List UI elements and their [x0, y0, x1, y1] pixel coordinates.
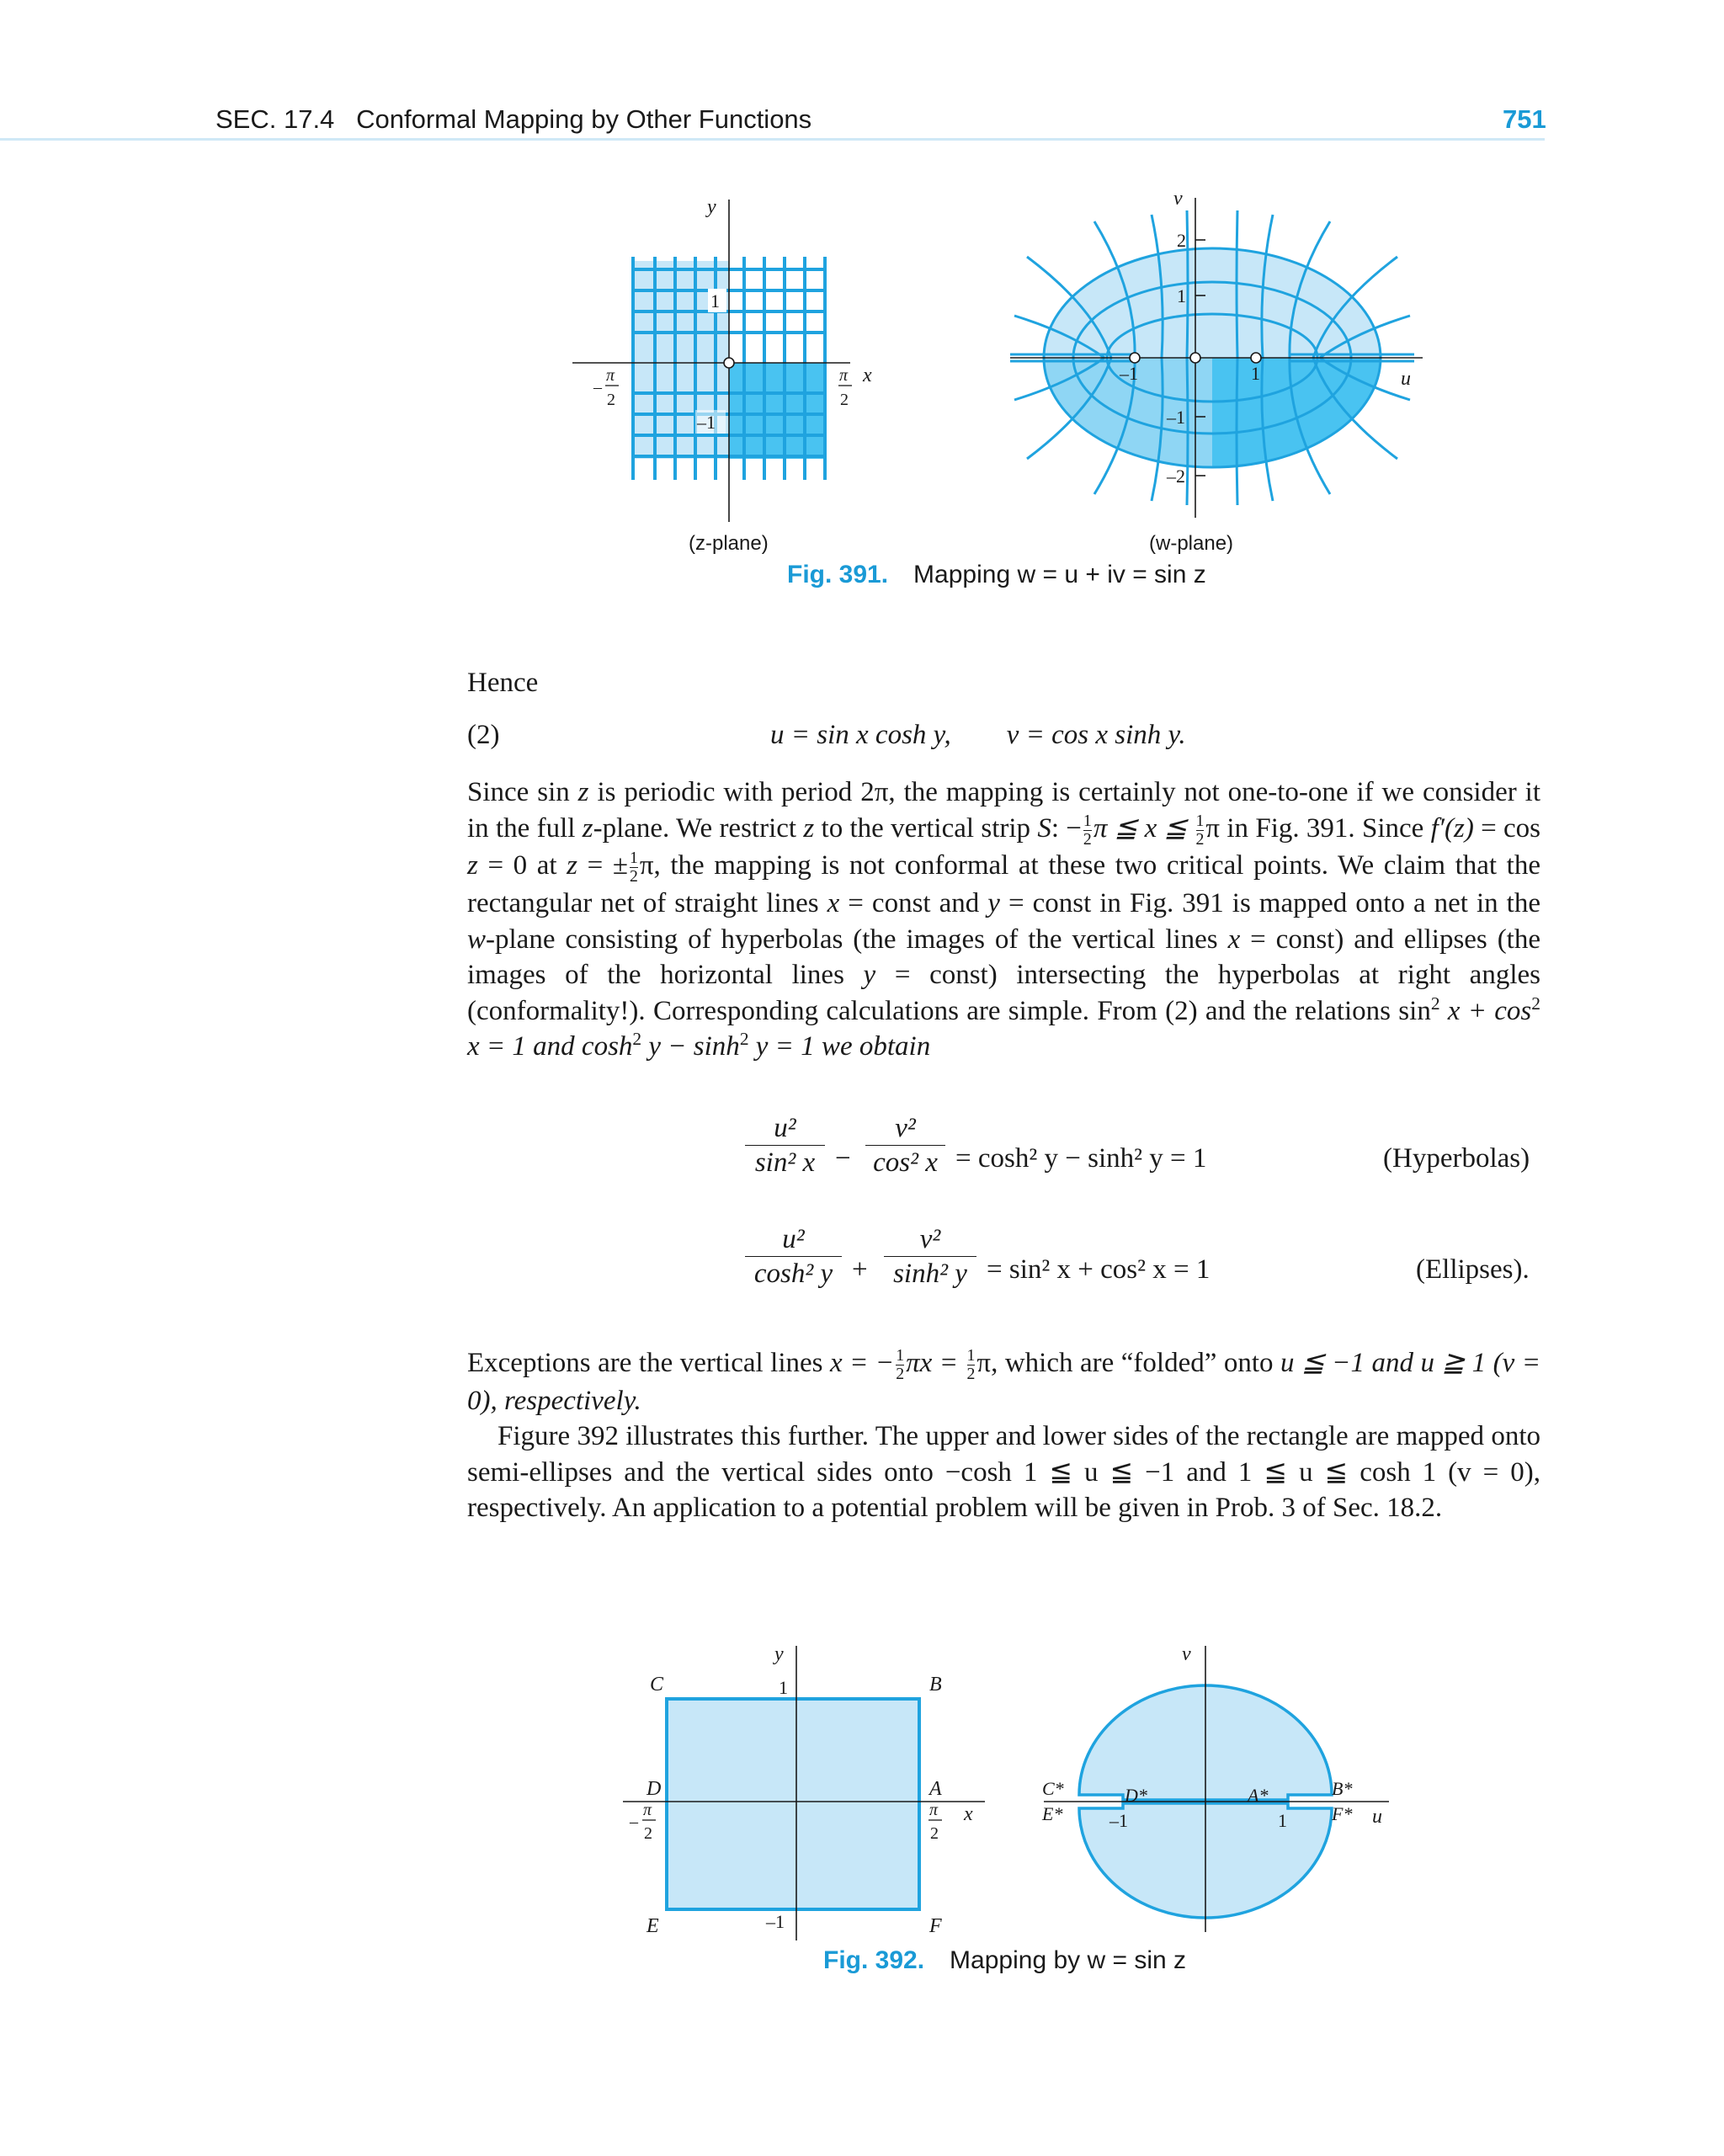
hyp-rhs: = cosh² y − sinh² y = 1 — [955, 1143, 1207, 1174]
fig392-negpi-num: π — [643, 1801, 652, 1819]
w-critical-right — [1251, 353, 1261, 363]
label-F-star: F* — [1332, 1803, 1353, 1824]
equation-2-number: (2) — [467, 720, 500, 750]
fraction-half: $\frac{1}{2}$ — [1083, 811, 1092, 849]
section-title: SEC. 17.4 Conformal Mapping by Other Functions — [216, 104, 812, 134]
label-C-star: C* — [1042, 1778, 1064, 1799]
w-axis-u-label: u — [1401, 368, 1411, 390]
fig392-caption — [823, 1946, 1186, 1975]
hence-line: Hence — [467, 668, 539, 698]
hyp-minus: − — [835, 1143, 851, 1174]
fig392-negpi-den: 2 — [644, 1824, 652, 1843]
label-A-star: A* — [1248, 1785, 1269, 1806]
paragraph-2-text: Exceptions are the vertical lines x = − $\frac{1}{2}$ πx = $\frac{1}{2}$ π, which are “folded” onto u ≦ −1 and u ≧ 1 (v = 0), respectively. — [467, 1346, 1540, 1416]
w-tick-1: 1 — [1177, 285, 1186, 306]
z-tick-pi-den: 2 — [840, 391, 849, 409]
w-plane-label: (w-plane) — [1149, 532, 1234, 555]
running-header — [0, 99, 1545, 143]
label-F: F — [929, 1915, 942, 1937]
z-tick-neg-sign: – — [593, 378, 602, 397]
fig392-caption-text: Mapping by w = sin z — [950, 1946, 1187, 1974]
paragraph-2 — [467, 1345, 1540, 1526]
w-plane-svg — [1010, 189, 1431, 543]
z-rectangle — [667, 1699, 919, 1909]
fig392-z-svg — [606, 1642, 993, 1945]
fig392-w-tick-1: 1 — [1278, 1810, 1287, 1831]
equation-2: u = sin x cosh y, v = cos x sinh y. — [770, 720, 1186, 750]
label-C: C — [650, 1674, 664, 1696]
fig391-caption — [787, 561, 1206, 589]
fraction-half: $\frac{1}{2}$ — [629, 849, 638, 886]
fig392-pi-den: 2 — [930, 1824, 939, 1843]
fig392-z-rectangle — [606, 1642, 993, 1945]
w-origin — [1190, 353, 1200, 363]
w-critical-left — [1130, 353, 1140, 363]
label-B-star: B* — [1332, 1778, 1353, 1799]
fig392-x-label: x — [964, 1803, 973, 1825]
ell-frac-1: u² cosh² y — [745, 1222, 842, 1291]
z-tick-pi-num: π — [839, 366, 849, 385]
fig392-tick-m1: –1 — [766, 1911, 785, 1932]
body-hence — [467, 665, 1540, 701]
hyp-frac-2: v² cos² x — [865, 1111, 945, 1179]
ell-frac-2: v² sinh² y — [884, 1222, 976, 1291]
label-E: E — [646, 1915, 659, 1937]
w-tick-2: 2 — [1177, 230, 1186, 251]
label-B: B — [929, 1674, 942, 1696]
fig391-caption-text: Mapping w = u + iv = sin z — [913, 561, 1206, 588]
w-tick-u-1: 1 — [1251, 363, 1260, 384]
fig391-w-plane — [1010, 189, 1431, 543]
label-E-star: E* — [1042, 1803, 1063, 1824]
z-origin-marker — [724, 358, 734, 368]
fig392-w-ellipse — [1027, 1642, 1414, 1945]
ell-rhs: = sin² x + cos² x = 1 — [987, 1254, 1211, 1285]
w-tick-m2: –2 — [1167, 466, 1185, 487]
fraction-half: $\frac{1}{2}$ — [896, 1346, 905, 1383]
z-plane-svg — [572, 189, 909, 543]
fig392-w-tick-m1: –1 — [1109, 1810, 1128, 1831]
w-tick-m1: –1 — [1167, 407, 1185, 428]
z-tick-m1: –1 — [697, 412, 716, 433]
fraction-half: $\frac{1}{2}$ — [1195, 811, 1205, 849]
fig392-v-label: v — [1182, 1643, 1191, 1665]
fig392-u-label: u — [1372, 1806, 1382, 1828]
page-number: 751 — [1503, 104, 1546, 134]
fig392-caption-number: Fig. 392. — [823, 1946, 925, 1974]
fraction-half: $\frac{1}{2}$ — [966, 1346, 976, 1383]
hyp-tag: (Hyperbolas) — [1383, 1143, 1530, 1174]
z-plane-label: (z-plane) — [689, 532, 769, 555]
z-tick-negpi-den: 2 — [607, 391, 615, 409]
paragraph-1-text: Since sin z is periodic with period 2π, the mapping is certainly not one-to-one if we consider it in the full z-plane. We restrict z to the vertical strip S: − $\frac{1}{2}$ π ≦ x ≦ $\frac{1}{2}$ π in Fig. 391. Since f′(z) = cos z = 0 at z = ± $\frac{1}{2}$ π, the mapping is not conformal at these two critical points. We claim that the rectangular net of straight lines x = const and y = const in Fig. 391 is mapped onto a net in the w-plane consisting of hyperbolas (the images of the vertical lines x = const) and ellipses (the images of the horizontal lines y = const) intersecting the hyperbolas at right angles (conformality!). Corresponding calculations are simple. From (2) and the relations $\sin^2 x + \cos^2 x = 1$ and $\cosh^2 y - \sinh^2 y = 1$ we obtain — [467, 777, 1541, 1062]
label-D-star: D* — [1125, 1785, 1147, 1806]
fig392-pi-num: π — [929, 1801, 939, 1819]
z-axis-x-label: x — [863, 365, 872, 386]
ell-plus: + — [852, 1254, 868, 1285]
fig391-caption-number: Fig. 391. — [787, 561, 889, 588]
paragraph-3-text: Figure 392 illustrates this further. The upper and lower sides of the rectangle are mapped onto semi-ellipses and the vertical sides onto −cosh 1 ≦ u ≦ −1 and 1 ≦ u ≦ cosh 1 (v = 0), respectively. An application to a potential problem will be given in Prob. 3 of Sec. 18.2. — [467, 1421, 1540, 1524]
paragraph-1 — [467, 775, 1540, 1065]
w-upper-light — [1044, 248, 1381, 358]
fig392-w-svg — [1027, 1642, 1414, 1945]
z-tick-negpi-num: π — [606, 366, 615, 385]
hyp-frac-1: u² sin² x — [745, 1111, 825, 1179]
fig392-neg-sign: – — [630, 1813, 638, 1831]
z-tick-1: 1 — [710, 290, 720, 311]
label-D: D — [646, 1778, 662, 1800]
header-rule — [0, 138, 1545, 141]
fig392-tick-1: 1 — [779, 1677, 788, 1698]
w-axis-v-label: v — [1173, 189, 1183, 210]
w-tick-u-m1: –1 — [1120, 363, 1138, 384]
ell-tag: (Ellipses). — [1416, 1254, 1530, 1285]
fig391-z-plane — [572, 189, 909, 543]
fig392-y-label: y — [774, 1643, 784, 1665]
z-axis-y-label: y — [707, 196, 716, 218]
label-A: A — [929, 1778, 942, 1800]
